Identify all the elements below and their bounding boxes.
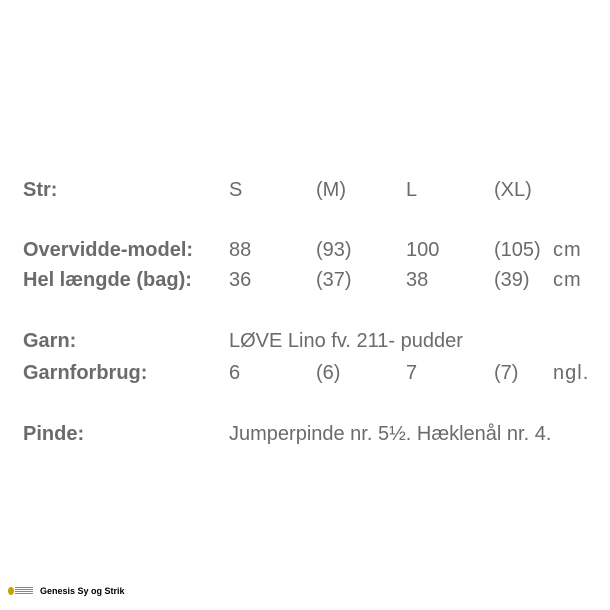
garnforbrug-xl: (7) [494,362,519,384]
garnforbrug-label: Garnforbrug: [23,362,148,384]
genesis-logo-icon [8,585,34,597]
overvidde-s: 88 [229,239,252,261]
garn-value: LØVE Lino fv. 211- pudder [229,330,463,352]
pinde-value: Jumperpinde nr. 5½. Hæklenål nr. 4. [229,423,552,445]
pinde-label: Pinde: [23,423,85,445]
overvidde-label: Overvidde-model: [23,239,194,261]
size-l: L [406,179,418,201]
size-s: S [229,179,243,201]
size-m: (M) [316,179,346,201]
overvidde-xl: (105) [494,239,541,261]
row-garn [0,327,610,355]
garnforbrug-m: (6) [316,362,341,384]
garn-label: Garn: [23,330,77,352]
garnforbrug-unit: ngl. [553,362,590,384]
row-garnforbrug [0,359,610,387]
garnforbrug-s: 6 [229,362,241,384]
laengde-label: Hel længde (bag): [23,269,192,291]
laengde-xl: (39) [494,269,530,291]
laengde-unit: cm [553,269,582,291]
row-pinde [0,420,610,448]
laengde-l: 38 [406,269,429,291]
row-laengde [0,266,610,294]
garnforbrug-l: 7 [406,362,418,384]
overvidde-unit: cm [553,239,582,261]
footer [8,583,125,599]
sizes-label: Str: [23,179,58,201]
row-overvidde [0,236,610,264]
laengde-s: 36 [229,269,252,291]
size-xl: (XL) [494,179,532,201]
overvidde-l: 100 [406,239,440,261]
overvidde-m: (93) [316,239,352,261]
footer-brand-text: Genesis Sy og Strik [40,586,125,596]
laengde-m: (37) [316,269,352,291]
row-sizes [0,176,610,204]
